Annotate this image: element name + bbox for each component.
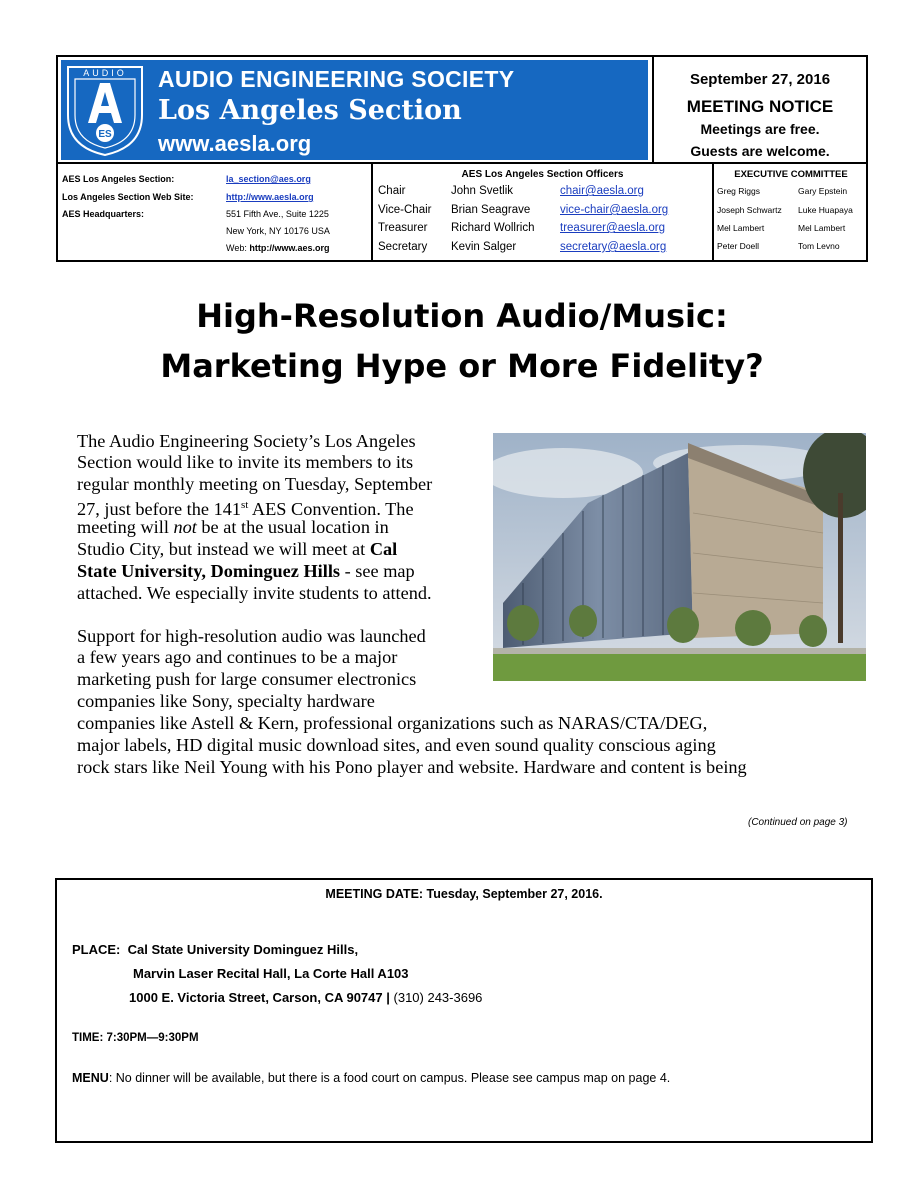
meeting-details-box — [55, 878, 873, 1143]
para2-line: rock stars like Neil Young with his Pono player and website. Hardware and content is being — [77, 757, 747, 777]
text: meeting will — [77, 517, 174, 537]
campus-building-photo — [493, 433, 866, 681]
separator: | — [382, 990, 394, 1005]
para2-line: a few years ago and continues to be a major — [77, 647, 398, 667]
hq-label: AES Headquarters: — [62, 209, 145, 219]
exec-member: Mel Lambert — [717, 223, 765, 233]
bold-text: Cal — [369, 539, 398, 559]
officer-name: Richard Wollrich — [451, 222, 535, 234]
para1-line — [77, 539, 397, 559]
officer-email[interactable]: vice-chair@aesla.org — [560, 204, 669, 216]
place-label: PLACE: — [72, 942, 121, 957]
exec-member: Peter Doell — [717, 241, 760, 251]
bold-text: State University, Dominguez Hills — [77, 561, 341, 581]
society-name: AUDIO ENGINEERING SOCIETY — [158, 66, 515, 92]
place-address — [129, 990, 482, 1005]
section-website[interactable]: www.aesla.org — [158, 131, 312, 156]
text: AES Convention. The — [248, 499, 414, 520]
place-hall-text: Marvin Laser Recital Hall, La Corte Hall A103 — [133, 966, 409, 981]
para1-line — [77, 561, 415, 581]
logo-audio-text: AUDIO — [83, 68, 127, 78]
para1-line: The Audio Engineering Society’s Los Angeles — [77, 431, 416, 451]
continued-note: (Continued on page 3) — [748, 817, 848, 828]
section-email-link[interactable]: la_section@aes.org — [226, 174, 311, 184]
officer-name: Brian Seagrave — [451, 204, 531, 216]
section-email-label: AES Los Angeles Section: — [62, 174, 175, 184]
hq-address-2: New York, NY 10176 USA — [226, 226, 330, 236]
officer-email[interactable]: treasurer@aesla.org — [560, 222, 665, 234]
exec-member: Greg Riggs — [717, 186, 760, 196]
para2-line: major labels, HD digital music download sites, and even sound quality conscious aging — [77, 735, 716, 755]
place-venue: Cal State University Dominguez Hills, — [127, 942, 359, 957]
section-name: Los Angeles Section — [158, 95, 462, 126]
officers-heading: AES Los Angeles Section Officers — [461, 169, 624, 180]
para2-line: companies like Sony, specialty hardware — [77, 691, 375, 711]
meeting-date: MEETING DATE: Tuesday, September 27, 2016. — [325, 887, 603, 901]
emphasis: not — [173, 517, 197, 537]
article-title-line2: Marketing Hype or More Fidelity? — [160, 347, 764, 385]
superscript: st — [241, 499, 249, 511]
officer-name: John Svetlik — [451, 185, 514, 197]
notice-title: MEETING NOTICE — [686, 97, 834, 116]
exec-member: Mel Lambert — [798, 223, 846, 233]
notice-date: September 27, 2016 — [689, 71, 831, 88]
para1-line: Section would like to invite its members to its — [77, 452, 414, 472]
divider — [57, 162, 867, 164]
menu-label: MENU — [72, 1071, 109, 1085]
menu-line — [72, 1071, 670, 1085]
notice-guests: Guests are welcome. — [690, 143, 830, 159]
hq-web-link[interactable]: http://www.aes.org — [249, 243, 330, 253]
officer-role: Chair — [378, 185, 406, 197]
exec-member: Luke Huapaya — [798, 205, 853, 215]
place-phone: (310) 243-3696 — [393, 990, 483, 1005]
hq-address-1: 551 Fifth Ave., Suite 1225 — [226, 209, 329, 219]
officer-email[interactable]: chair@aesla.org — [560, 185, 644, 197]
exec-member: Gary Epstein — [798, 186, 848, 196]
para2-line: marketing push for large consumer electronics — [77, 669, 417, 689]
para1-line — [77, 517, 389, 537]
aes-logo-icon — [64, 63, 146, 157]
notice-free: Meetings are free. — [700, 121, 820, 137]
text: - see map — [340, 561, 415, 581]
article-title-line1: High-Resolution Audio/Music: — [196, 297, 728, 335]
place-hall — [133, 966, 409, 981]
menu-text: : No dinner will be available, but there is a food court on campus. Please see campus map on page 4. — [108, 1071, 671, 1085]
exec-member: Joseph Schwartz — [717, 205, 782, 215]
web-link[interactable]: http://www.aesla.org — [226, 192, 314, 202]
para2-line: Support for high-resolution audio was launched — [77, 626, 426, 646]
para2-line: companies like Astell & Kern, professional organizations such as NARAS/CTA/DEG, — [77, 713, 708, 733]
hq-web-prefix: Web: — [226, 243, 250, 253]
text: be at the usual location in — [196, 517, 389, 537]
officer-role: Secretary — [378, 241, 428, 253]
logo-es-text: ES — [98, 129, 112, 140]
officer-role: Treasurer — [378, 222, 428, 234]
place-street: 1000 E. Victoria Street, Carson, CA 90747 — [129, 990, 383, 1005]
web-label: Los Angeles Section Web Site: — [62, 192, 194, 202]
text: Studio City, but instead we will meet at — [77, 539, 370, 559]
place-line — [72, 942, 358, 957]
exec-member: Tom Levno — [798, 241, 840, 251]
meeting-time: TIME: 7:30PM—9:30PM — [72, 1032, 199, 1044]
para1-line — [77, 495, 414, 519]
officer-role: Vice-Chair — [378, 204, 432, 216]
text: 27, just before the 141 — [77, 499, 241, 520]
para1-line: attached. We especially invite students to attend. — [77, 583, 432, 603]
para1-line: regular monthly meeting on Tuesday, September — [77, 474, 433, 494]
officer-email[interactable]: secretary@aesla.org — [560, 241, 667, 253]
officer-name: Kevin Salger — [451, 241, 517, 253]
hq-web — [226, 243, 330, 253]
exec-heading: EXECUTIVE COMMITTEE — [734, 169, 848, 180]
